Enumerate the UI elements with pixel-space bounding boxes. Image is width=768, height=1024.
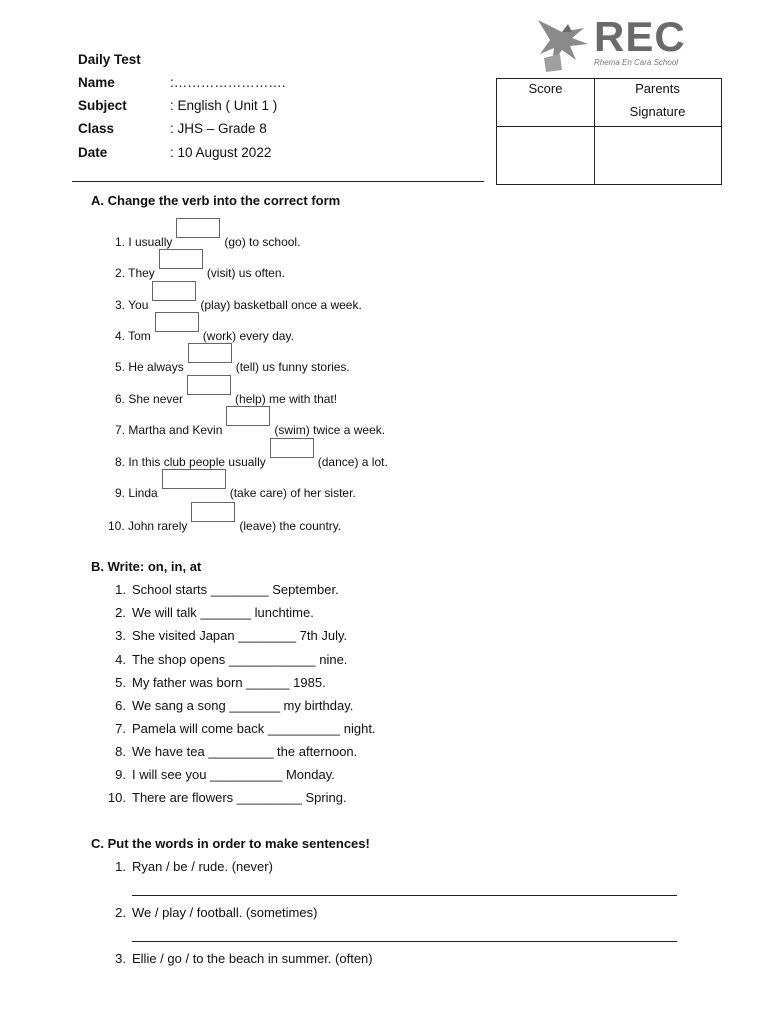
item-number: 8. — [115, 744, 126, 759]
question-a-10 — [108, 510, 341, 533]
question-a-9 — [115, 477, 356, 500]
question-b-7 — [102, 721, 376, 736]
question-text: She visited Japan ________ 7th July. — [132, 628, 348, 643]
name-value: :……………………. — [170, 75, 286, 90]
answer-box[interactable] — [191, 502, 235, 522]
item-number: 5. — [115, 675, 126, 690]
question-b-2 — [102, 605, 314, 620]
question-text: (go) to school. — [224, 235, 301, 249]
question-text: (take care) of her sister. — [229, 486, 356, 500]
question-c-3 — [102, 951, 373, 966]
question-text: (swim) twice a week. — [274, 423, 386, 437]
answer-box[interactable] — [226, 406, 270, 426]
score-table — [496, 78, 722, 185]
question-c-1 — [102, 859, 273, 874]
section-a-title: A. Change the verb into the correct form — [91, 193, 341, 208]
question-text: (help) me with that! — [235, 392, 338, 406]
question-text: There are flowers _________ Spring. — [132, 790, 347, 805]
question-a-5 — [115, 351, 350, 374]
question-text: 10. John rarely — [108, 519, 188, 533]
question-text: School starts ________ September. — [132, 582, 339, 597]
answer-box[interactable] — [162, 469, 226, 489]
question-a-7 — [115, 414, 385, 437]
question-a-2 — [115, 257, 285, 280]
question-text: (visit) us often. — [206, 266, 285, 280]
question-a-6 — [115, 383, 337, 406]
answer-box[interactable] — [176, 218, 220, 238]
answer-box[interactable] — [270, 438, 314, 458]
header-divider — [72, 181, 484, 182]
class-label: Class — [78, 121, 115, 136]
item-number: 3. — [115, 951, 126, 966]
question-text: We will talk _______ lunchtime. — [132, 605, 314, 620]
item-number: 2. — [115, 905, 126, 920]
item-number: 7. — [115, 721, 126, 736]
question-b-9 — [102, 767, 335, 782]
name-label: Name — [78, 75, 115, 90]
question-b-5 — [102, 675, 326, 690]
question-b-1 — [102, 582, 339, 597]
date-value: : 10 August 2022 — [170, 145, 272, 160]
answer-box[interactable] — [188, 343, 232, 363]
section-b-title: B. Write: on, in, at — [91, 559, 202, 574]
question-b-8 — [102, 744, 357, 759]
item-number: 3. — [115, 628, 126, 643]
date-label: Date — [78, 145, 108, 160]
answer-box[interactable] — [152, 281, 196, 301]
question-text: 7. Martha and Kevin — [115, 423, 223, 437]
question-text: 5. He always — [115, 360, 184, 374]
question-text: 1. I usually — [115, 235, 173, 249]
class-value: : JHS – Grade 8 — [170, 121, 267, 136]
question-text: Pamela will come back __________ night. — [132, 721, 376, 736]
answer-box[interactable] — [187, 375, 231, 395]
question-text: 9. Linda — [115, 486, 158, 500]
answer-line[interactable] — [132, 941, 677, 942]
question-text: (leave) the country. — [239, 519, 342, 533]
question-b-6 — [102, 698, 353, 713]
question-text: Ellie / go / to the beach in summer. (often) — [132, 951, 373, 966]
question-text: (play) basketball once a week. — [200, 298, 362, 312]
answer-box[interactable] — [155, 312, 199, 332]
subject-label: Subject — [78, 98, 127, 113]
test-title: Daily Test — [78, 52, 141, 67]
subject-value: : English ( Unit 1 ) — [170, 98, 278, 113]
question-a-8 — [115, 446, 388, 469]
logo-text: REC — [594, 13, 686, 60]
eagle-icon — [532, 14, 594, 76]
question-a-4 — [115, 320, 294, 343]
item-number: 4. — [115, 652, 126, 667]
question-text: 3. You — [115, 298, 149, 312]
question-b-4 — [102, 652, 347, 667]
answer-line[interactable] — [132, 895, 677, 896]
question-text: The shop opens ____________ nine. — [132, 652, 348, 667]
question-text: My father was born ______ 1985. — [132, 675, 326, 690]
question-text: 8. In this club people usually — [115, 455, 266, 469]
question-text: 2. They — [115, 266, 155, 280]
item-number: 6. — [115, 698, 126, 713]
question-text: I will see you __________ Monday. — [132, 767, 335, 782]
logo-subtitle: Rhema En Cara School — [594, 58, 679, 67]
parents-header: Parents — [635, 81, 680, 96]
item-number: 2. — [115, 605, 126, 620]
question-a-3 — [115, 289, 362, 312]
question-text: 4. Tom — [115, 329, 151, 343]
question-text: 6. She never — [115, 392, 184, 406]
question-text: (tell) us funny stories. — [235, 360, 350, 374]
question-text: Ryan / be / rude. (never) — [132, 859, 273, 874]
question-text: (work) every day. — [202, 329, 294, 343]
question-a-1 — [115, 226, 300, 249]
item-number: 10. — [107, 790, 126, 805]
question-c-2 — [102, 905, 317, 920]
score-header: Score — [528, 81, 563, 96]
item-number: 9. — [115, 767, 126, 782]
item-number: 1. — [115, 859, 126, 874]
answer-box[interactable] — [159, 249, 203, 269]
signature-header: Signature — [629, 104, 686, 119]
question-text: We sang a song _______ my birthday. — [132, 698, 354, 713]
item-number: 1. — [115, 582, 126, 597]
section-c-title: C. Put the words in order to make sentences! — [91, 836, 370, 851]
question-text: We have tea _________ the afternoon. — [132, 744, 358, 759]
question-text: (dance) a lot. — [317, 455, 388, 469]
question-text: We / play / football. (sometimes) — [132, 905, 318, 920]
question-b-3 — [102, 628, 347, 643]
question-b-10 — [102, 790, 347, 805]
